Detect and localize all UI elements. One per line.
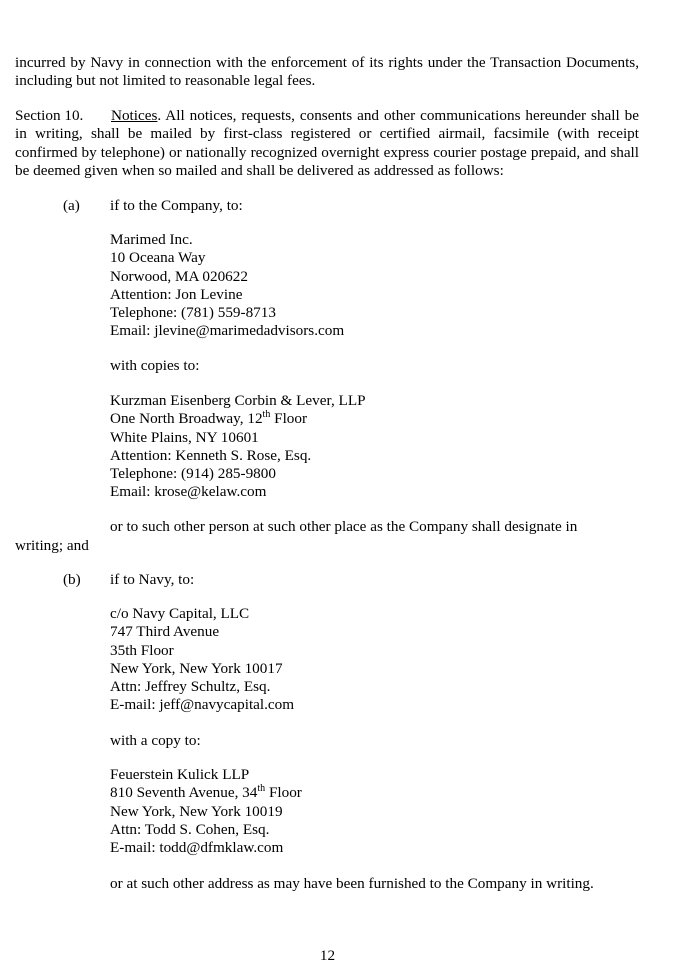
address-line: 747 Third Avenue xyxy=(110,623,220,641)
paragraph-legal-fees: incurred by Navy in connection with the enforcement of its rights under the Transaction Documents, including but not limited to reasonable legal fees. xyxy=(15,54,639,90)
with-a-copy-label: with a copy to: xyxy=(110,732,201,749)
address-line: Telephone: (914) 285-9800 xyxy=(110,465,276,483)
address-line: Kurzman Eisenberg Corbin & Lever, LLP xyxy=(110,392,366,409)
with-copies-label: with copies to: xyxy=(110,357,200,374)
address-line: Telephone: (781) 559-8713 xyxy=(110,304,276,322)
address-line: E-mail: jeff@navycapital.com xyxy=(110,696,295,714)
section-number: Section 10. xyxy=(15,107,84,124)
address-line: 35th Floor xyxy=(110,641,174,659)
address-line: Email: krose@kelaw.com xyxy=(110,483,267,501)
section-heading: Notices xyxy=(111,107,158,124)
address-line: Marimed Inc. xyxy=(110,231,193,248)
item-a-intro: if to the Company, to: xyxy=(110,197,243,214)
item-b-label: (b) xyxy=(63,571,81,588)
navy-copy-address-block xyxy=(110,766,302,857)
item-b-intro: if to Navy, to: xyxy=(110,571,195,588)
designate-line: or to such other person at such other place as the Company shall designate in xyxy=(110,518,578,535)
address-line: Attn: Jeffrey Schultz, Esq. xyxy=(110,678,271,696)
address-line: Email: jlevine@marimedadvisors.com xyxy=(110,322,345,340)
address-line: White Plains, NY 10601 xyxy=(110,428,259,446)
address-line: 10 Oceana Way xyxy=(110,249,206,267)
address-line: Norwood, MA 020622 xyxy=(110,267,248,285)
address-line: New York, New York 10019 xyxy=(110,802,283,820)
navy-address-block xyxy=(110,605,294,715)
company-address-block xyxy=(110,231,344,341)
closing-line: or at such other address as may have been furnished to the Company in writing. xyxy=(110,875,594,892)
section-10-paragraph xyxy=(15,107,639,180)
page-number: 12 xyxy=(319,947,336,964)
address-line: Attention: Jon Levine xyxy=(110,285,243,303)
address-line: New York, New York 10017 xyxy=(110,659,283,677)
designate-line-continued: writing; and xyxy=(15,537,89,554)
address-line: Attn: Todd S. Cohen, Esq. xyxy=(110,820,270,838)
address-line: Feuerstein Kulick LLP xyxy=(110,766,250,783)
address-line: E-mail: todd@dfmklaw.com xyxy=(110,839,284,857)
company-copy-address-block xyxy=(110,392,366,502)
address-line: Attention: Kenneth S. Rose, Esq. xyxy=(110,446,312,464)
address-line: 810 Seventh Avenue, 34th Floor xyxy=(110,783,302,802)
address-line: One North Broadway, 12th Floor xyxy=(110,409,308,428)
section-body: . All notices, requests, consents and other communications hereunder shall be in writing, shall be mailed by first-class registered or certified airmail, facsimile (with receipt confirmed by telephone) or nationally recognized overnight express courier postage prepaid, and shall be deemed given when so mailed and shall be delivered as addressed as follows: xyxy=(15,107,639,179)
item-a-label: (a) xyxy=(63,197,80,214)
address-line: c/o Navy Capital, LLC xyxy=(110,605,250,622)
